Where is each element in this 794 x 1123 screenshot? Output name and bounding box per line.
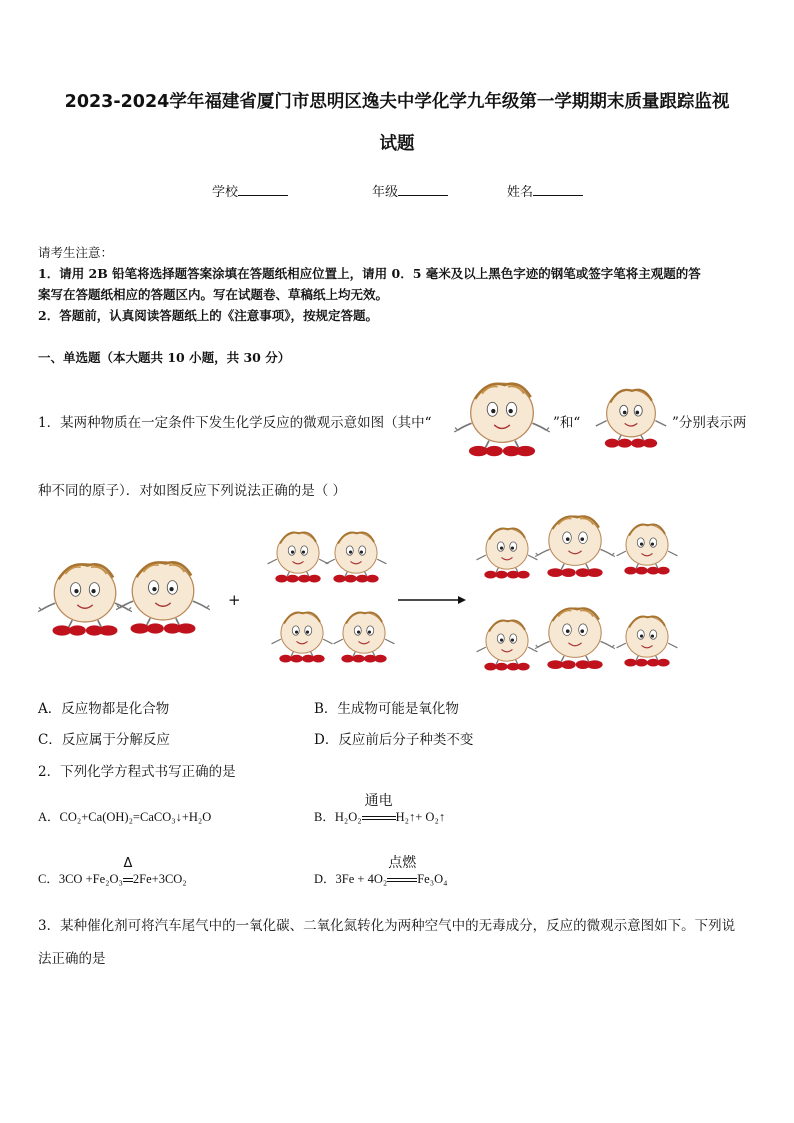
q2-d-label: D．: [314, 872, 336, 886]
q3-stem-line1: 3．某种催化剂可将汽车尾气中的一氧化碳、二氧化氮转化为两种空气中的无毒成分，反应的微观示意图如下。下列说: [38, 918, 736, 934]
notice-item-1a: 1．请用 2B 铅笔将选择题答案涂填在答题纸相应位置上，请用 0．5 毫米及以上黑色字迹的钢笔或签字笔将主观题的答: [38, 266, 701, 281]
reactant-small-atom-3: [270, 605, 334, 667]
product-big-atom-1: [535, 507, 615, 583]
q3-stem-line2: 法正确的是: [38, 951, 106, 967]
grade-blank[interactable]: [398, 183, 448, 196]
q2-d-right: Fe₃O₄: [417, 872, 448, 886]
q1-option-a[interactable]: A．反应物都是化合物: [38, 701, 170, 717]
q2-c-right: 2Fe+3CO₂: [132, 872, 187, 886]
product-small-atom-1: [475, 521, 539, 583]
q2-c-left: 3CO +Fe₂O₃: [58, 872, 123, 886]
grade-label: 年级: [372, 185, 399, 200]
reactant-small-atom-4: [332, 605, 396, 667]
q1-stem-part2: ”和“: [553, 415, 581, 431]
q2-d-equals-sign: [387, 878, 417, 882]
reactant-small-atom-1: [266, 525, 330, 587]
student-info: [0, 181, 794, 201]
reaction-arrow-icon: [398, 593, 468, 607]
name-label: 姓名: [507, 185, 534, 200]
q1-stem-part3: ”分别表示两: [672, 415, 747, 431]
q2-b-right: H₂↑+ O₂↑: [395, 810, 446, 824]
q2-b-label: B．: [314, 810, 335, 824]
q2-d-left: 3Fe + 4O₂: [335, 872, 388, 886]
product-small-atom-3: [475, 613, 539, 675]
grade-field[interactable]: [372, 181, 448, 200]
notice-item-2: 2．答题前，认真阅读答题纸上的《注意事项》，按规定答题。: [38, 308, 378, 323]
q1-reaction-diagram: [30, 505, 730, 690]
section-heading: 一、单选题（本大题共 10 小题，共 30 分）: [38, 350, 291, 365]
q2-a-equation: CO₂+Ca(OH)₂=CaCO₃↓+H₂O: [59, 810, 212, 824]
reactant-small-atom-2: [324, 525, 388, 587]
q1-stem-part1: 1．某两种物质在一定条件下发生化学反应的微观示意如图（其中“: [38, 415, 432, 431]
q2-option-b[interactable]: [314, 793, 446, 825]
notice-block: [38, 242, 760, 326]
q2-option-a[interactable]: [38, 807, 211, 825]
school-label: 学校: [212, 185, 239, 200]
q2-stem: 2．下列化学方程式书写正确的是: [38, 764, 236, 780]
page-title-line2: 试题: [379, 134, 415, 154]
small-atom-icon: [594, 384, 668, 450]
q2-b-left: H₂O₂: [334, 810, 362, 824]
q2-c-condition: Δ: [123, 856, 133, 871]
q1-option-d[interactable]: D．反应前后分子种类不变: [314, 732, 474, 748]
q2-option-c[interactable]: [38, 856, 187, 887]
q2-b-equals-sign: [362, 816, 396, 820]
product-small-atom-4: [615, 609, 679, 671]
q2-c-label: C．: [38, 872, 59, 886]
school-field[interactable]: [212, 181, 288, 200]
plus-sign: +: [228, 591, 241, 609]
q2-option-d[interactable]: [314, 855, 448, 887]
name-blank[interactable]: [533, 183, 583, 196]
page-title: 2023-2024学年福建省厦门市思明区逸夫中学化学九年级第一学期期末质量跟踪监视: [64, 92, 730, 112]
name-field[interactable]: [507, 181, 583, 200]
notice-heading: 请考生注意：: [38, 245, 114, 260]
notice-item-1b: 案写在答题纸相应的答题区内。写在试题卷、草稿纸上均无效。: [38, 287, 389, 302]
q2-d-condition: 点燃: [388, 855, 417, 871]
school-blank[interactable]: [238, 183, 288, 196]
product-big-atom-2: [535, 599, 615, 675]
q1-stem-line2: 种不同的原子）．对如图反应下列说法正确的是（ ）: [38, 483, 347, 499]
product-small-atom-2: [615, 517, 679, 579]
q1-option-c[interactable]: C．反应属于分解反应: [38, 732, 170, 748]
q2-b-condition: 通电: [364, 793, 393, 809]
q1-option-b[interactable]: B．生成物可能是氧化物: [314, 701, 459, 717]
big-atom-icon: [452, 378, 552, 458]
reactant-big-atom-2: [116, 553, 210, 639]
q2-c-equals-sign: [123, 878, 133, 882]
q2-a-label: A．: [38, 810, 60, 824]
